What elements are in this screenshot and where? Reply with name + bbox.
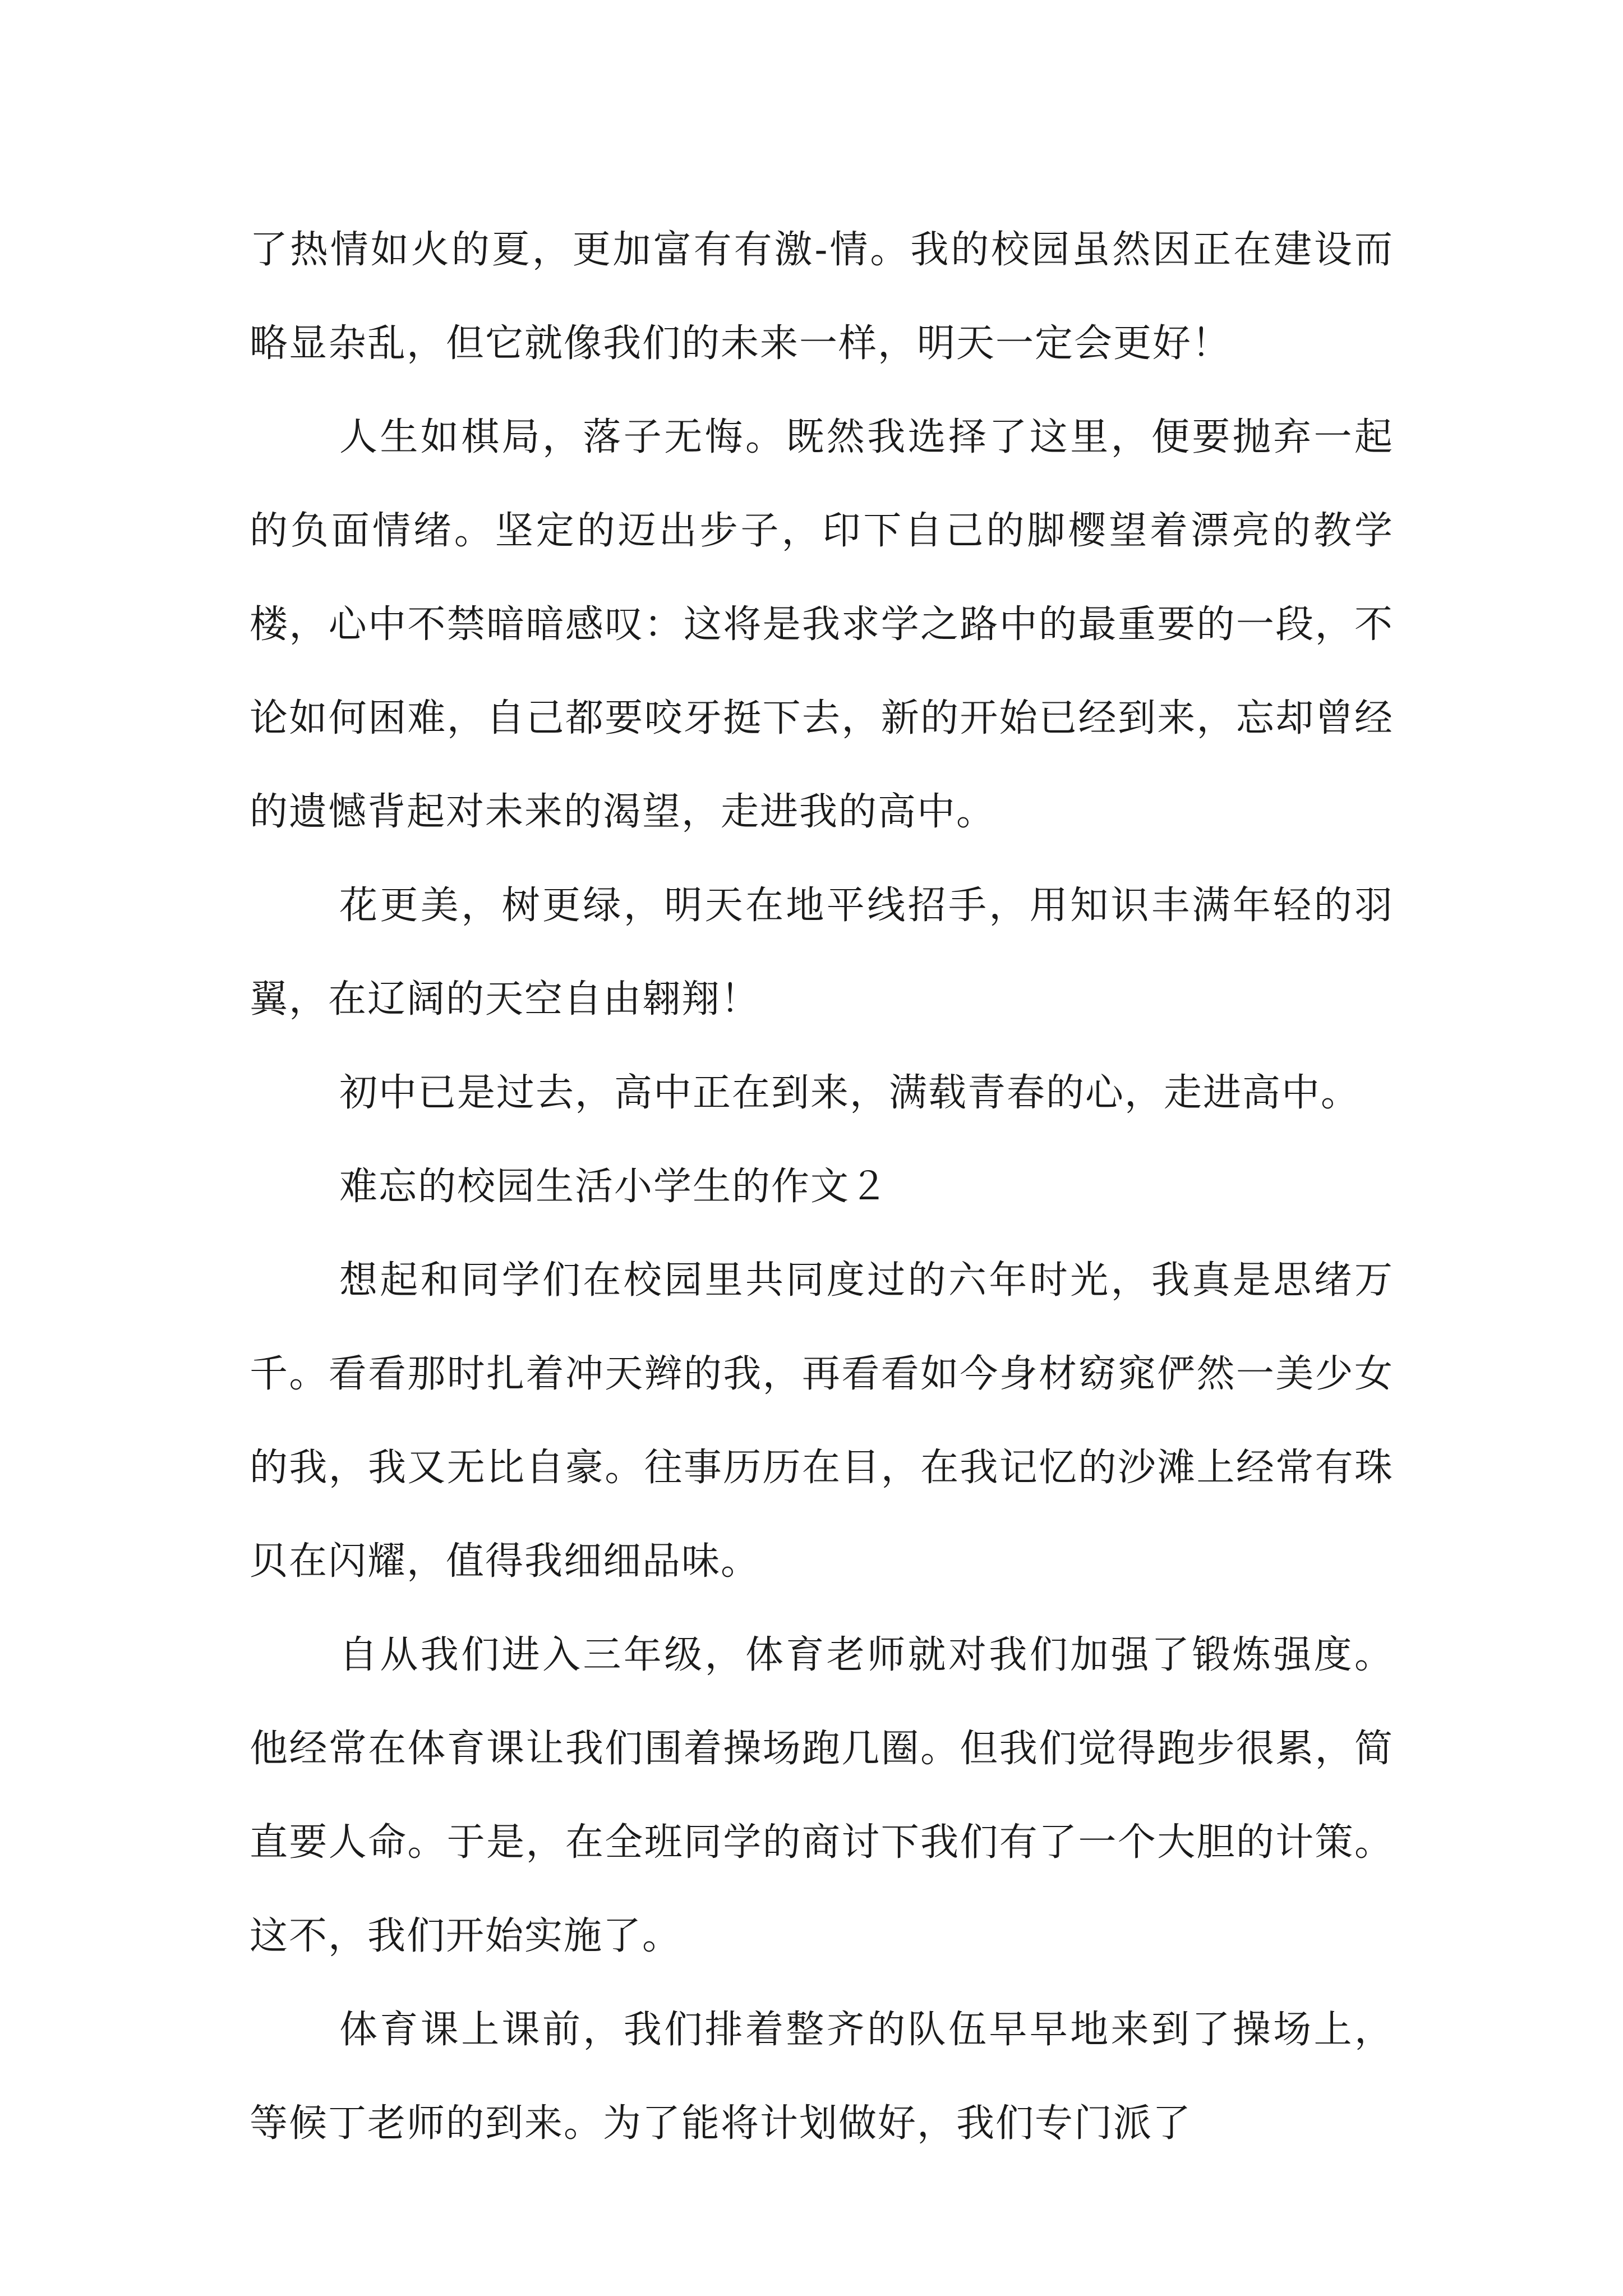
paragraph: 人生如棋局，落子无悔。既然我选择了这里，便要抛弃一起的负面情绪。坚定的迈出步子，印下自己的脚樱望着漂亮的教学楼，心中不禁暗暗感叹：这将是我求学之路中的最重要的一段，不论如何困难，自己都要咬牙挺下去，新的开始已经到来，忘却曾经的遗憾背起对未来的渴望，走进我的高中。 <box>250 415 1394 834</box>
paragraph: 了热情如火的夏，更加富有有激-情。我的校园虽然因正在建设而略显杂乱，但它就像我们的未来一样，明天一定会更好！ <box>250 228 1394 366</box>
paragraph: 花更美，树更绿，明天在地平线招手，用知识丰满年轻的羽翼，在辽阔的天空自由翱翔！ <box>250 884 1394 1022</box>
paragraph: 自从我们进入三年级，体育老师就对我们加强了锻炼强度。他经常在体育课让我们围着操场跑几圈。但我们觉得跑步很累，简直要人命。于是，在全班同学的商讨下我们有了一个大胆的计策。这不，我们开始实施了。 <box>250 1633 1394 1958</box>
paragraph: 体育课上课前，我们排着整齐的队伍早早地来到了操场上，等候丁老师的到来。为了能将计划做好，我们专门派了 <box>250 2008 1394 2146</box>
section-heading: 难忘的校园生活小学生的作文２ <box>339 1165 889 1209</box>
paragraph: 初中已是过去，高中正在到来，满载青春的心，走进高中。 <box>339 1071 1361 1115</box>
paragraph: 想起和同学们在校园里共同度过的六年时光，我真是思绪万千。看看那时扎着冲天辫的我，再看看如今身材窈窕俨然一美少女的我，我又无比自豪。往事历历在目，在我记忆的沙滩上经常有珠贝在闪耀，值得我细细品味。 <box>250 1258 1394 1584</box>
document-body <box>250 203 1394 2170</box>
